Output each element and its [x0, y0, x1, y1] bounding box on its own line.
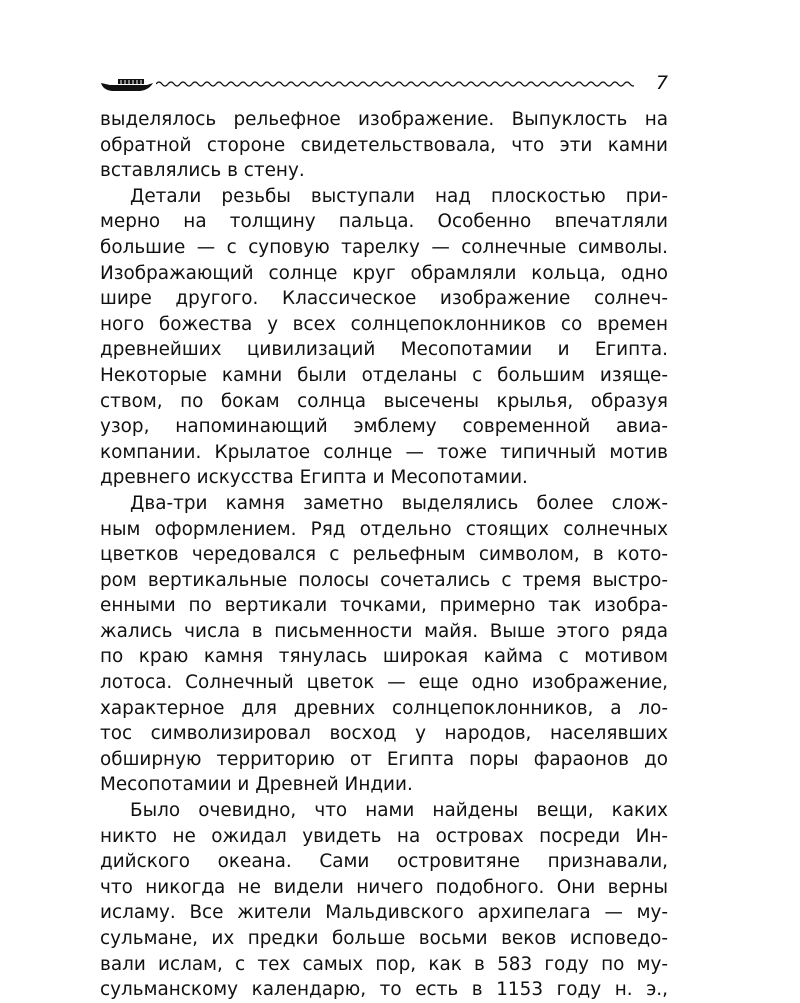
text-line: никто не ожидал увидеть на островах посреди Ин-: [100, 825, 668, 847]
text-line: енными по вертикали точками, примерно так изобра-: [100, 595, 668, 617]
text-line: ром вертикальные полосы сочетались с тремя выстро-: [100, 569, 668, 591]
wave-divider: [156, 79, 634, 89]
text-line: древнейших цивилизаций Месопотамии и Египта.: [100, 339, 668, 361]
text-line: Два-три камня заметно выделялись более слож-: [130, 492, 668, 514]
text-line: сульманскому календарю, то есть в 1153 году н. э.,: [100, 979, 668, 1001]
text-line: узор, напоминающий эмблему современной авиа-: [100, 416, 668, 438]
text-line: большие — с суповую тарелку — солнечные символы.: [100, 236, 668, 258]
text-line: мерно на толщину пальца. Особенно впечатляли: [100, 211, 668, 233]
text-line: тос символизировал восход у народов, населявших: [100, 723, 668, 745]
text-line: по краю камня тянулась широкая кайма с мотивом: [100, 646, 668, 668]
text-line: выделялось рельефное изображение. Выпуклость на: [100, 109, 668, 130]
text-line: сульмане, их предки больше восьми веков исповедо-: [100, 928, 668, 949]
page-number: 7: [655, 72, 668, 94]
text-line: Месопотамии и Древней Индии.: [100, 774, 413, 796]
text-line: ным оформлением. Ряд отдельно стоящих солнечных: [100, 518, 668, 540]
text-line: характерное для древних солнцепоклонников, а ло-: [100, 697, 668, 719]
text-line: компании. Крылатое солнце — тоже типичный мотив: [100, 441, 668, 463]
text-line: древнего искусства Египта и Месопотамии.: [100, 467, 528, 489]
text-line: обратной стороне свидетельствовала, что эти камни: [100, 134, 668, 156]
text-line: Изображающий солнце круг обрамляли кольца, одно: [100, 262, 668, 284]
text-line: вали ислам, с тех самых пор, как в 583 году по му-: [100, 953, 668, 975]
text-line: жались числа в письменности майя. Выше этого ряда: [100, 620, 668, 642]
text-line: исламу. Все жители Мальдивского архипелага — му-: [100, 902, 668, 924]
text-line: Было очевидно, что нами найдены вещи, каких: [130, 800, 668, 822]
text-line: вставлялись в стену.: [100, 160, 305, 182]
text-line: Некоторые камни были отделаны с большим изяще-: [100, 364, 668, 386]
text-line: обширную территорию от Египта поры фараонов до: [100, 748, 668, 770]
body-text: [100, 107, 668, 1003]
text-line: лотоса. Солнечный цветок — еще одно изображение,: [100, 672, 668, 694]
text-line: ством, по бокам солнца высечены крылья, образуя: [100, 390, 668, 412]
running-header: [100, 70, 668, 100]
text-line: шире другого. Классическое изображение солнеч-: [100, 288, 668, 310]
text-line: цветков чередовался с рельефным символом, в кото-: [100, 544, 668, 566]
boat-icon: [100, 74, 154, 94]
text-line: Детали резьбы выступали над плоскостью при-: [130, 185, 668, 207]
text-line: дийского океана. Сами островитяне признавали,: [100, 851, 668, 873]
text-line: ного божества у всех солнцепоклонников со времен: [100, 313, 668, 335]
text-line: что никогда не видели ничего подобного. Они верны: [100, 876, 668, 898]
